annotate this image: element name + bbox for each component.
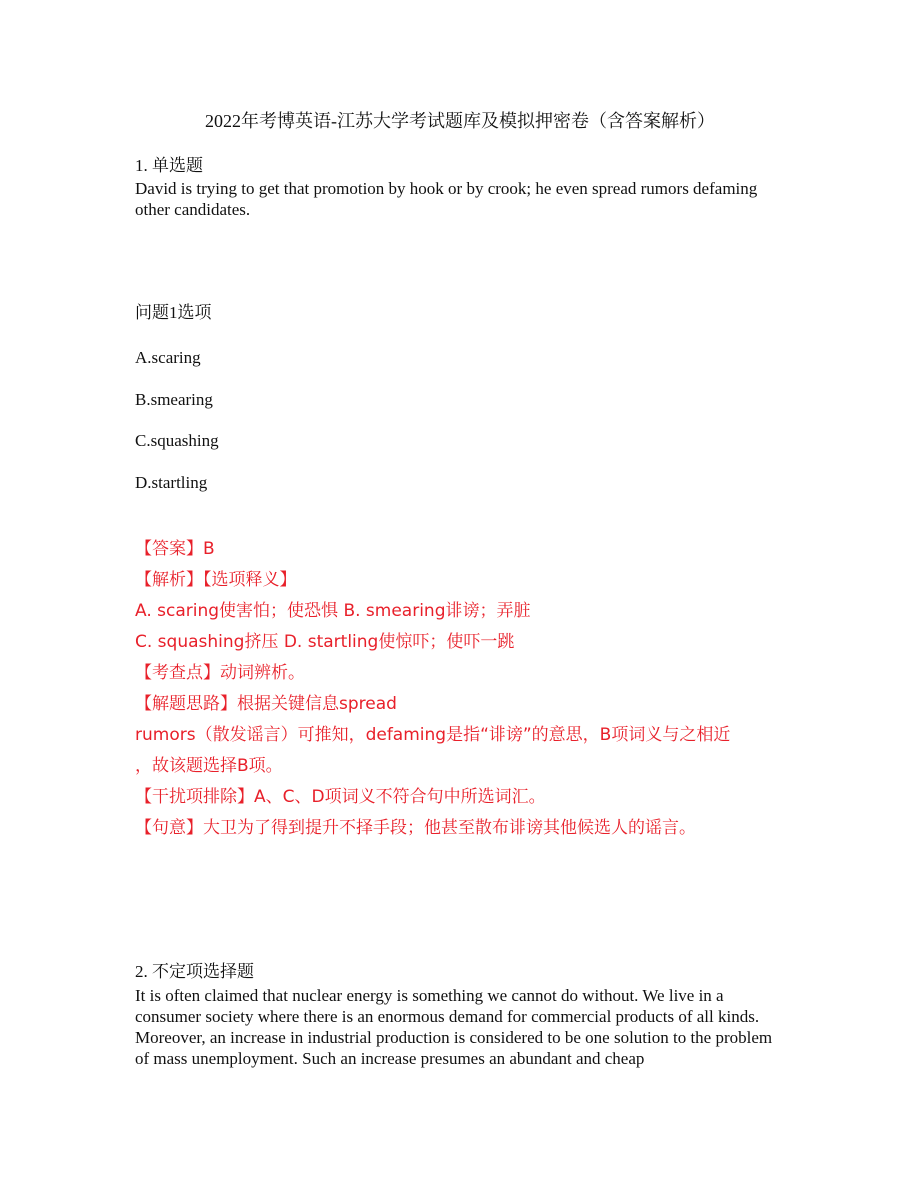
question-2-heading: 2. 不定项选择题 (135, 962, 254, 981)
question-2-passage: It is often claimed that nuclear energy is something we cannot do without. We live in a consumer society where there is an enormous demand for commercial products of all kinds. Moreover, an increase in industrial production is considered to be one solution to the problem of mass unemployment. Such an increase presumes an abundant and cheap (135, 986, 773, 1068)
document-title: 2022年考博英语-江苏大学考试题库及模拟押密卷（含答案解析） (205, 111, 715, 131)
answer-line: ，故该题选择B项。 (135, 756, 283, 776)
option-d: D.startling (135, 473, 208, 492)
answer-line: rumors（散发谣言）可推知，defaming是指“诽谤”的意思，B项词义与之相近 (135, 725, 731, 745)
answer-line: 【解题思路】根据关键信息spread (135, 694, 397, 714)
option-a: A.scaring (135, 348, 201, 367)
answer-line: 【句意】大卫为了得到提升不择手段；他甚至散布诽谤其他候选人的谣言。 (135, 818, 696, 838)
option-c: C.squashing (135, 431, 219, 450)
answer-line: 【解析】【选项释义】 (135, 570, 297, 590)
question-1-stem: David is trying to get that promotion by hook or by crook; he even spread rumors defaming other candidates. (135, 179, 758, 219)
option-b: B.smearing (135, 390, 213, 409)
answer-line: 【干扰项排除】A、C、D项词义不符合句中所选词汇。 (135, 787, 546, 807)
answer-explanation (135, 534, 785, 844)
answer-line: A. scaring使害怕；使恐惧 B. smearing诽谤；弄脏 (135, 601, 531, 621)
question-1-heading: 1. 单选题 (135, 156, 203, 175)
question-1-options-heading: 问题1选项 (135, 303, 212, 322)
answer-line: 【答案】B (135, 539, 215, 559)
answer-line: 【考查点】动词辨析。 (135, 663, 305, 683)
answer-line: C. squashing挤压 D. startling使惊吓；使吓一跳 (135, 632, 515, 652)
